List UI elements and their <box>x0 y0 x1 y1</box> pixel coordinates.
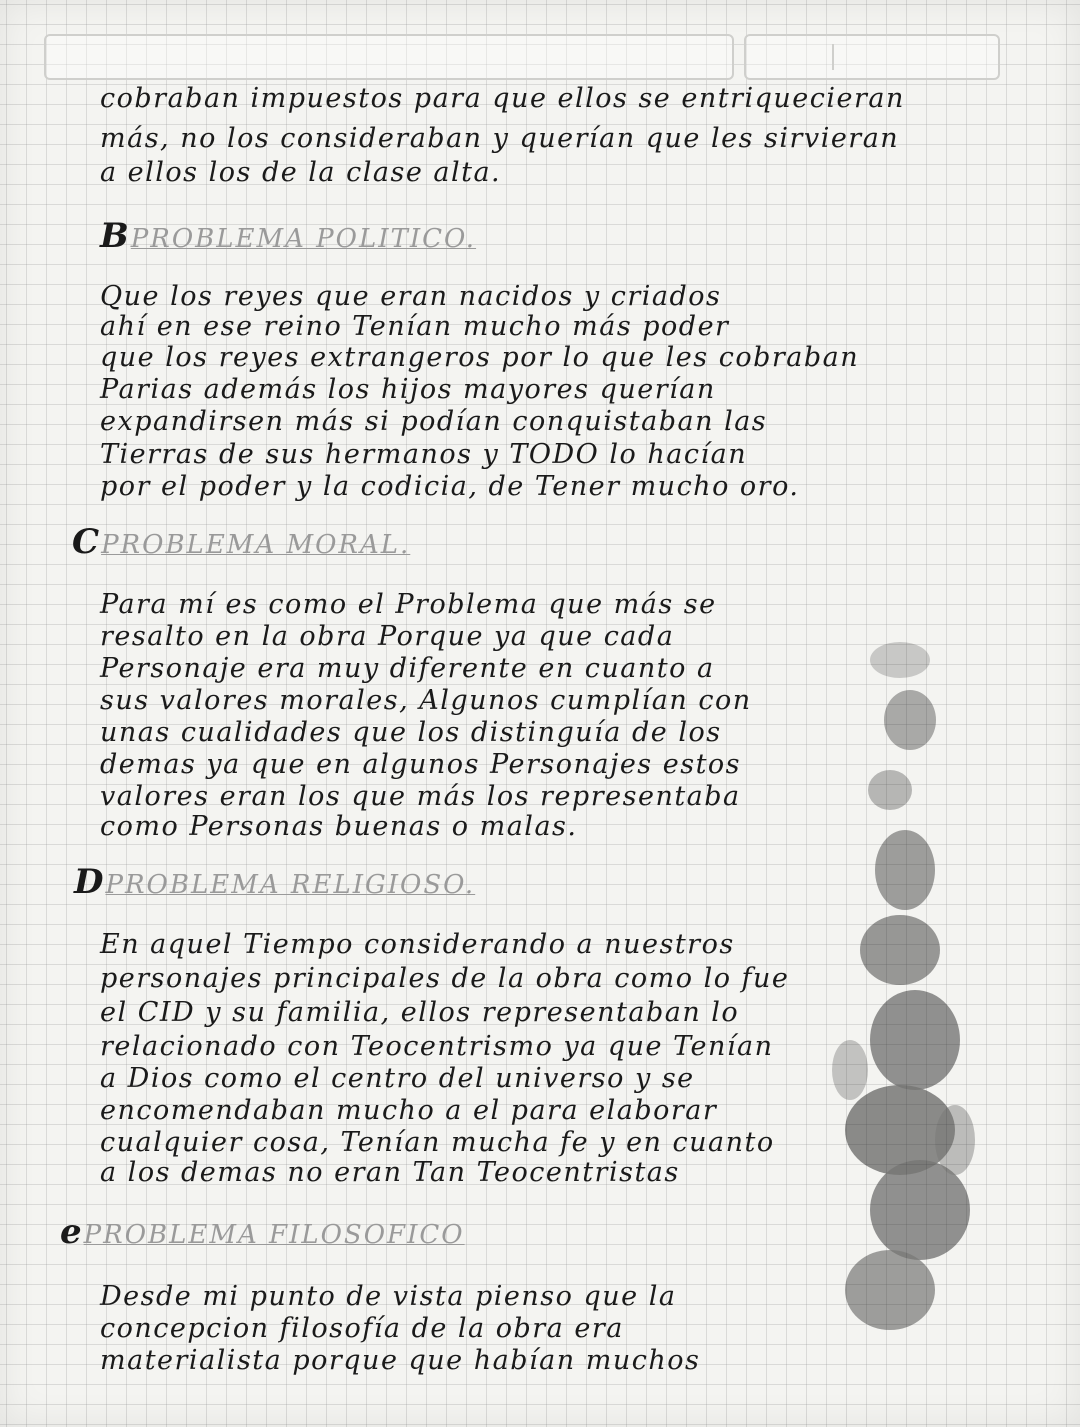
text-line: como Personas buenas o malas. <box>100 811 578 842</box>
text-line: Que los reyes que eran nacidos y criados <box>100 281 722 312</box>
section-heading-c <box>72 522 411 562</box>
section-title: PROBLEMA POLITICO. <box>130 224 477 254</box>
ink-smudge <box>780 620 990 1340</box>
section-title: PROBLEMA FILOSOFICO <box>83 1220 465 1250</box>
text-line: por el poder y la codicia, de Tener mucho oro. <box>100 471 800 502</box>
section-title: PROBLEMA RELIGIOSO. <box>105 870 476 900</box>
text-line: En aquel Tiempo considerando a nuestros <box>100 929 735 960</box>
text-line: ahí en ese reino Tenían mucho más poder <box>100 311 730 342</box>
text-line: concepcion filosofía de la obra era <box>100 1313 624 1344</box>
text-line: que los reyes extrangeros por lo que les cobraban <box>100 342 860 373</box>
section-heading-b <box>100 216 477 256</box>
section-letter: C <box>72 522 102 562</box>
text-line: valores eran los que más los representaba <box>100 781 741 812</box>
text-line: cualquier cosa, Tenían mucha fe y en cuanto <box>100 1127 775 1158</box>
text-line: relacionado con Teocentrismo ya que Tenían <box>100 1031 774 1062</box>
text-line: personajes principales de la obra como lo fue <box>100 963 790 994</box>
text-line: a los demas no eran Tan Teocentristas <box>100 1157 680 1188</box>
text-line: sus valores morales, Algunos cumplían con <box>100 685 752 716</box>
text-line: expandirsen más si podían conquistaban las <box>100 406 768 437</box>
section-title: PROBLEMA MORAL. <box>101 530 411 560</box>
text-line: Tierras de sus hermanos y TODO lo hacían <box>100 439 748 470</box>
header-divider <box>832 44 834 70</box>
text-line: a Dios como el centro del universo y se <box>100 1063 695 1094</box>
text-line: el CID y su familia, ellos representaban lo <box>100 997 740 1028</box>
section-letter: e <box>60 1212 84 1252</box>
text-line: cobraban impuestos para que ellos se entriquecieran <box>100 83 905 114</box>
text-line: Personaje era muy diferente en cuanto a <box>100 653 715 684</box>
text-line: resalto en la obra Porque ya que cada <box>100 621 675 652</box>
header-field-right <box>744 34 1000 80</box>
text-line: a ellos los de la clase alta. <box>100 157 502 188</box>
text-line: demas ya que en algunos Personajes estos <box>100 749 742 780</box>
section-letter: B <box>100 216 131 256</box>
text-line: Parias además los hijos mayores querían <box>100 374 716 405</box>
text-line: más, no los consideraban y querían que les sirvieran <box>100 123 900 154</box>
section-letter: D <box>74 862 106 902</box>
header-field-left <box>44 34 734 80</box>
text-line: encomendaban mucho a el para elaborar <box>100 1095 718 1126</box>
section-heading-d <box>74 862 476 902</box>
text-line: Para mí es como el Problema que más se <box>100 589 717 620</box>
text-line: Desde mi punto de vista pienso que la <box>100 1281 677 1312</box>
text-line: unas cualidades que los distinguía de los <box>100 717 722 748</box>
text-line: materialista porque que habían muchos <box>100 1345 701 1376</box>
section-heading-e <box>60 1212 465 1252</box>
